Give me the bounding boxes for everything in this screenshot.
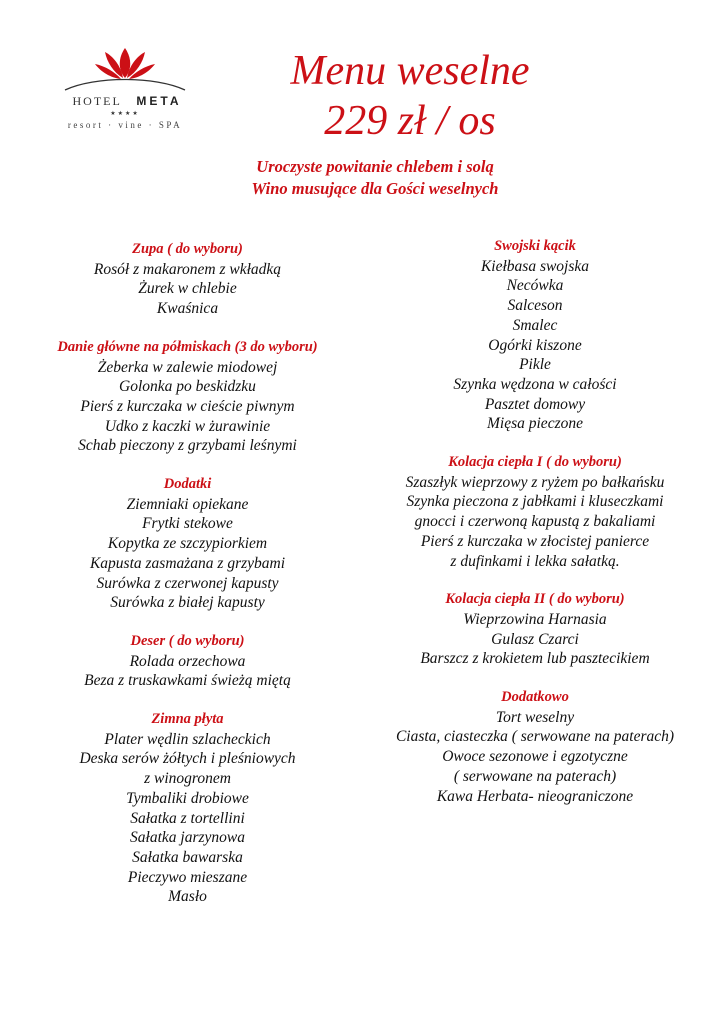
menu-section-heading: Deser ( do wyboru)	[130, 632, 245, 649]
menu-item: Beza z truskawkami świeżą miętą	[84, 672, 291, 690]
section-spacer	[25, 613, 350, 632]
menu-item: Necówka	[506, 277, 564, 295]
menu-section-heading: Danie główne na półmiskach (3 do wyboru)	[57, 338, 318, 355]
menu-item: Tort weselny	[495, 708, 575, 726]
menu-section-heading: Dodatkowo	[501, 689, 569, 706]
menu-item: ( serwowane na paterach)	[453, 767, 617, 785]
menu-item: Kawa Herbata- nieograniczone	[436, 787, 634, 805]
menu-item: Ciasta, ciasteczka ( serwowane na paterach)	[395, 728, 675, 746]
logo-tagline: resort · vine · SPA	[67, 120, 183, 130]
right-menu-column	[370, 237, 700, 806]
section-spacer	[370, 434, 700, 453]
menu-item: Sałatka jarzynowa	[130, 829, 245, 847]
menu-item: Sałatka bawarska	[132, 848, 243, 866]
menu-item: Pierś z kurczaka w złocistej panierce	[420, 532, 650, 550]
menu-section-heading: Kolacja ciepła II ( do wyboru)	[445, 591, 625, 608]
menu-item: Owoce sezonowe i egzotyczne	[442, 748, 628, 766]
menu-item: Szynka wędzona w całości	[453, 375, 617, 393]
hotel-logo	[55, 42, 195, 137]
section-spacer	[25, 319, 350, 338]
menu-section-heading: Dodatki	[163, 476, 212, 493]
menu-item: Pasztet domowy	[484, 395, 586, 413]
menu-title-line1: Menu weselne	[290, 48, 530, 94]
menu-item: Żeberka w zalewie miodowej	[97, 358, 278, 376]
menu-item: Deska serów żółtych i pleśniowych	[79, 750, 296, 768]
left-menu-column	[25, 240, 350, 907]
menu-title	[230, 46, 590, 146]
menu-item: Gulasz Czarci	[491, 630, 579, 648]
menu-item: Wieprzowina Harnasia	[463, 610, 607, 628]
menu-item: Udko z kaczki w żurawinie	[104, 417, 271, 435]
menu-item: Surówka z czerwonej kapusty	[96, 574, 279, 592]
menu-item: Pieczywo mieszane	[127, 868, 248, 886]
lotus-icon	[55, 42, 195, 97]
menu-item: Barszcz z krokietem lub pasztecikiem	[420, 650, 650, 668]
menu-item: z winogronem	[144, 770, 231, 788]
menu-item: Mięsa pieczone	[487, 415, 583, 433]
menu-item: Kiełbasa swojska	[480, 257, 590, 275]
section-spacer	[370, 669, 700, 688]
menu-section-heading: Swojski kącik	[494, 238, 576, 254]
menu-item: Pierś z kurczaka w cieście piwnym	[80, 397, 295, 415]
intro-line2: Wino musujące dla Gości weselnych	[251, 179, 499, 198]
menu-item: gnocci i czerwoną kapustą z bakaliami	[414, 513, 656, 531]
menu-item: Rolada orzechowa	[129, 652, 246, 670]
menu-item: Plater wędlin szlacheckich	[104, 730, 271, 748]
menu-item: Tymbaliki drobiowe	[126, 789, 249, 807]
menu-item: Szaszłyk wieprzowy z ryżem po bałkańsku	[405, 473, 665, 491]
menu-item: Szynka pieczona z jabłkami i kluseczkami	[406, 493, 664, 511]
menu-item: Kopytka ze szczypiorkiem	[107, 535, 268, 553]
logo-hotel-word: HOTEL	[72, 94, 122, 108]
menu-item: Golonka po beskidzku	[119, 378, 256, 396]
section-spacer	[370, 571, 700, 590]
menu-item: Masło	[168, 888, 207, 906]
intro-block	[180, 156, 570, 200]
menu-item: Frytki stekowe	[142, 515, 233, 533]
menu-item: Kapusta zasmażana z grzybami	[89, 554, 286, 572]
menu-item: Sałatka z tortellini	[130, 809, 245, 827]
section-spacer	[25, 691, 350, 710]
menu-item: Pikle	[519, 356, 551, 374]
menu-item: Surówka z białej kapusty	[110, 594, 265, 612]
menu-item: Ziemniaki opiekane	[126, 495, 249, 513]
logo-brand-word: META	[136, 94, 182, 108]
menu-item: Żurek w chlebie	[138, 280, 237, 298]
menu-section-heading: Zimna płyta	[151, 711, 224, 728]
menu-item: Smalec	[512, 316, 558, 334]
intro-line1: Uroczyste powitanie chlebem i solą	[256, 157, 494, 176]
menu-price: 229 zł / os	[324, 98, 496, 144]
menu-item: z dufinkami i lekka sałatką.	[450, 552, 620, 570]
logo-stars: ★★★★	[110, 111, 140, 117]
menu-section-heading: Kolacja ciepła I ( do wyboru)	[448, 454, 622, 471]
section-spacer	[25, 456, 350, 475]
menu-item: Kwaśnica	[156, 300, 219, 318]
menu-item: Salceson	[507, 297, 563, 315]
menu-item: Rosół z makaronem z wkładką	[93, 260, 282, 278]
menu-item: Ogórki kiszone	[488, 336, 582, 354]
menu-section-heading: Zupa ( do wyboru)	[132, 241, 243, 257]
menu-item: Schab pieczony z grzybami leśnymi	[78, 437, 297, 455]
